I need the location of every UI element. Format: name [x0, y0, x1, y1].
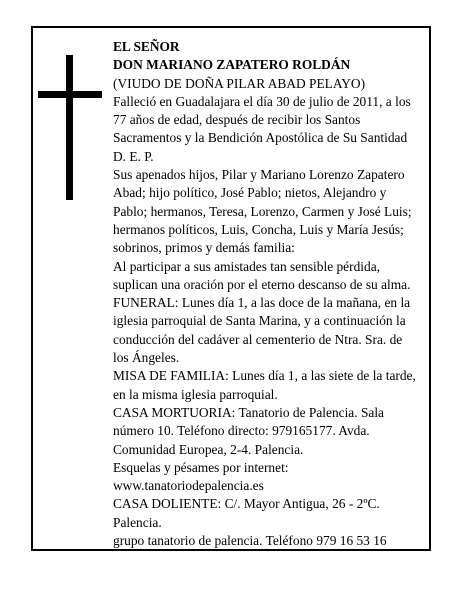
funeral-home-paragraph: CASA MORTUORIA: Tanatorio de Palencia. Sala número 10. Teléfono directo: 979165177. Avda. Comunidad Europea, 2-4. Palencia. — [113, 404, 384, 457]
widower-line: (VIUDO DE DOÑA PILAR ABAD PELAYO) — [113, 75, 366, 91]
mourning-house-paragraph: CASA DOLIENTE: C/. Mayor Antigua, 26 - 2ºC. Palencia. — [113, 496, 380, 530]
heading-title: EL SEÑOR — [113, 39, 180, 54]
latin-cross-icon — [38, 55, 102, 200]
condolences-url[interactable]: www.tanatoriodepalencia.es — [113, 478, 264, 494]
cross-horizontal-bar — [38, 91, 102, 98]
deceased-name: DON MARIANO ZAPATERO ROLDÁN — [113, 57, 351, 73]
footer-line: grupo tanatorio de palencia. Teléfono 979 16 53 16 — [113, 533, 387, 549]
condolences-label: Esquelas y pésames por internet: — [113, 459, 289, 475]
request-paragraph: Al participar a sus amistades tan sensible pérdida, suplican una oración por el eterno descanso de su alma. — [113, 258, 411, 292]
funeral-paragraph: FUNERAL: Lunes día 1, a las doce de la mañana, en la iglesia parroquial de Santa Marina, y a continuación la conducción del cadáver al cementerio de Ntra. Sra. de los Ángeles. — [113, 295, 411, 366]
obituary-text — [113, 38, 421, 550]
family-mass-paragraph: MISA DE FAMILIA: Lunes día 1, a las siete de la tarde, en la misma iglesia parroquial. — [113, 368, 416, 402]
cross-vertical-bar — [66, 55, 73, 200]
death-paragraph: Falleció en Guadalajara el día 30 de julio de 2011, a los 77 años de edad, después de recibir los Santos Sacramentos y la Bendición Apostólica de Su Santidad D. E. P. — [113, 93, 411, 164]
family-paragraph: Sus apenados hijos, Pilar y Mariano Lorenzo Zapatero Abad; hijo político, José Pablo; nietos, Alejandro y Pablo; hermanos, Teresa, Lorenzo, Carmen y José Luis; hermanos políticos, Luis, Concha, Luis y María Jesús; sobrinos, primos y demás familia: — [113, 167, 412, 256]
